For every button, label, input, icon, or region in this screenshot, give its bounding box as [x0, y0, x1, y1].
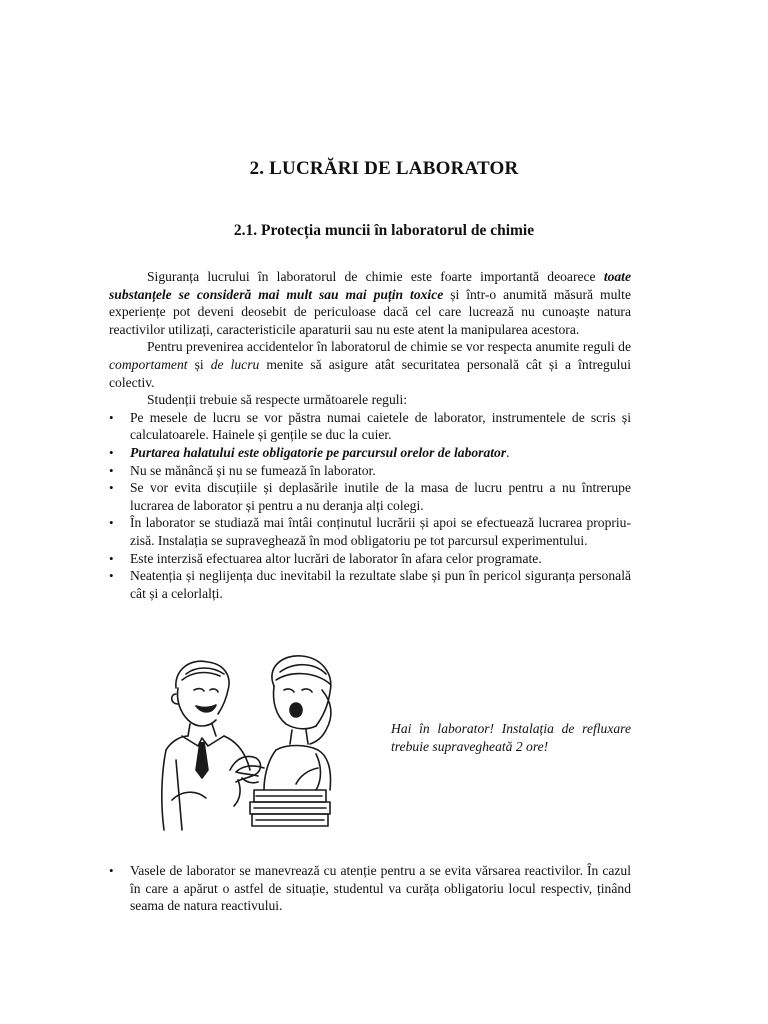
list-item — [109, 862, 631, 915]
paragraph-text: Siguranța lucrului în laboratorul de chimie este foarte importantă deoarece — [147, 269, 604, 284]
list-item — [109, 462, 631, 480]
italic-text: comportament — [109, 356, 188, 372]
bullet-icon: • — [109, 462, 114, 478]
paragraph-text: și într-o anumită măsură multe experiențe pot deveni deosebit de periculoase dacă cel care lucrează nu cunoaște natura reactivilor utilizați, caracteristicile aparaturii sau nu este atent la manipularea acestora. — [109, 286, 631, 337]
list-item — [109, 550, 631, 568]
rule-text: Se vor evita discuțiile și deplasările inutile de la masa de lucru pentru a nu întrerupe lucrarea de laborator și pentru a nu deranja alți colegi. — [130, 480, 631, 513]
paragraph-text: menite să asigure atât securitatea personală cât și a întregului colectiv. — [109, 356, 631, 390]
illustration-caption: Hai în laborator! Instalația de refluxare trebuie supravegheată 2 ore! — [391, 721, 631, 754]
paragraph-students: Studenții trebuie să respecte următoarele reguli: — [147, 392, 408, 408]
bullet-icon: • — [109, 863, 114, 878]
bullet-icon: • — [109, 550, 114, 566]
rules-list-continued — [109, 862, 631, 915]
list-item — [109, 479, 631, 514]
chapter-title: 2. LUCRĂRI DE LABORATOR — [249, 158, 519, 179]
paragraph-text: și — [187, 356, 211, 372]
list-item — [109, 514, 631, 549]
paragraph-safety — [109, 268, 631, 338]
rule-text: Nu se mănâncă și nu se fumează în laborator. — [130, 462, 376, 478]
bullet-icon: • — [109, 444, 114, 460]
rule-text: Este interzisă efectuarea altor lucrări de laborator în afara celor programate. — [130, 550, 542, 566]
section-title: 2.1. Protecția muncii în laboratorul de chimie — [233, 222, 535, 239]
rule-period: . — [506, 444, 510, 460]
rule-text: Neatenția și neglijența duc inevitabil la rezultate slabe și pun în pericol siguranța personală cât și a celorlalți. — [130, 568, 631, 601]
rule-text: Purtarea halatului este obligatorie pe parcursul orelor de laborator — [130, 444, 507, 460]
rule-text: Vasele de laborator se manevrează cu atenție pentru a se evita vărsarea reactivilor. În cazul în care a apărut o astfel de situație, studentul va curăța obligatoriu locul respectiv, ținând seama de natura reactivului. — [130, 863, 631, 914]
paragraph-text: Pentru prevenirea accidentelor în laboratorul de chimie se vor respecta anumite reguli de — [147, 339, 631, 355]
bullet-icon: • — [109, 515, 114, 531]
rules-list — [109, 409, 631, 603]
bullet-icon: • — [109, 480, 114, 496]
list-item — [109, 567, 631, 602]
cartoon-illustration — [146, 650, 342, 840]
rule-text: În laborator se studiază mai întâi conținutul lucrării și apoi se efectuează lucrarea propriu-zisă. Instalația se supraveghează în mod obligatoriu pe tot parcursul experimentului. — [130, 515, 631, 548]
emphasis-text: toate substanțele se consideră mai mult sau mai puțin toxice — [109, 269, 631, 302]
italic-text: de lucru — [210, 356, 260, 372]
paragraph-rules-intro — [109, 338, 631, 391]
list-item — [109, 444, 631, 462]
bullet-icon: • — [109, 568, 114, 584]
final-rule-block — [109, 862, 631, 915]
list-item — [109, 409, 631, 444]
document-body — [109, 268, 631, 602]
bullet-icon: • — [109, 409, 114, 425]
rule-text: Pe mesele de lucru se vor păstra numai caietele de laborator, instrumentele de scris și calculatoarele. Hainele și gențile se duc la cuier. — [130, 409, 631, 443]
